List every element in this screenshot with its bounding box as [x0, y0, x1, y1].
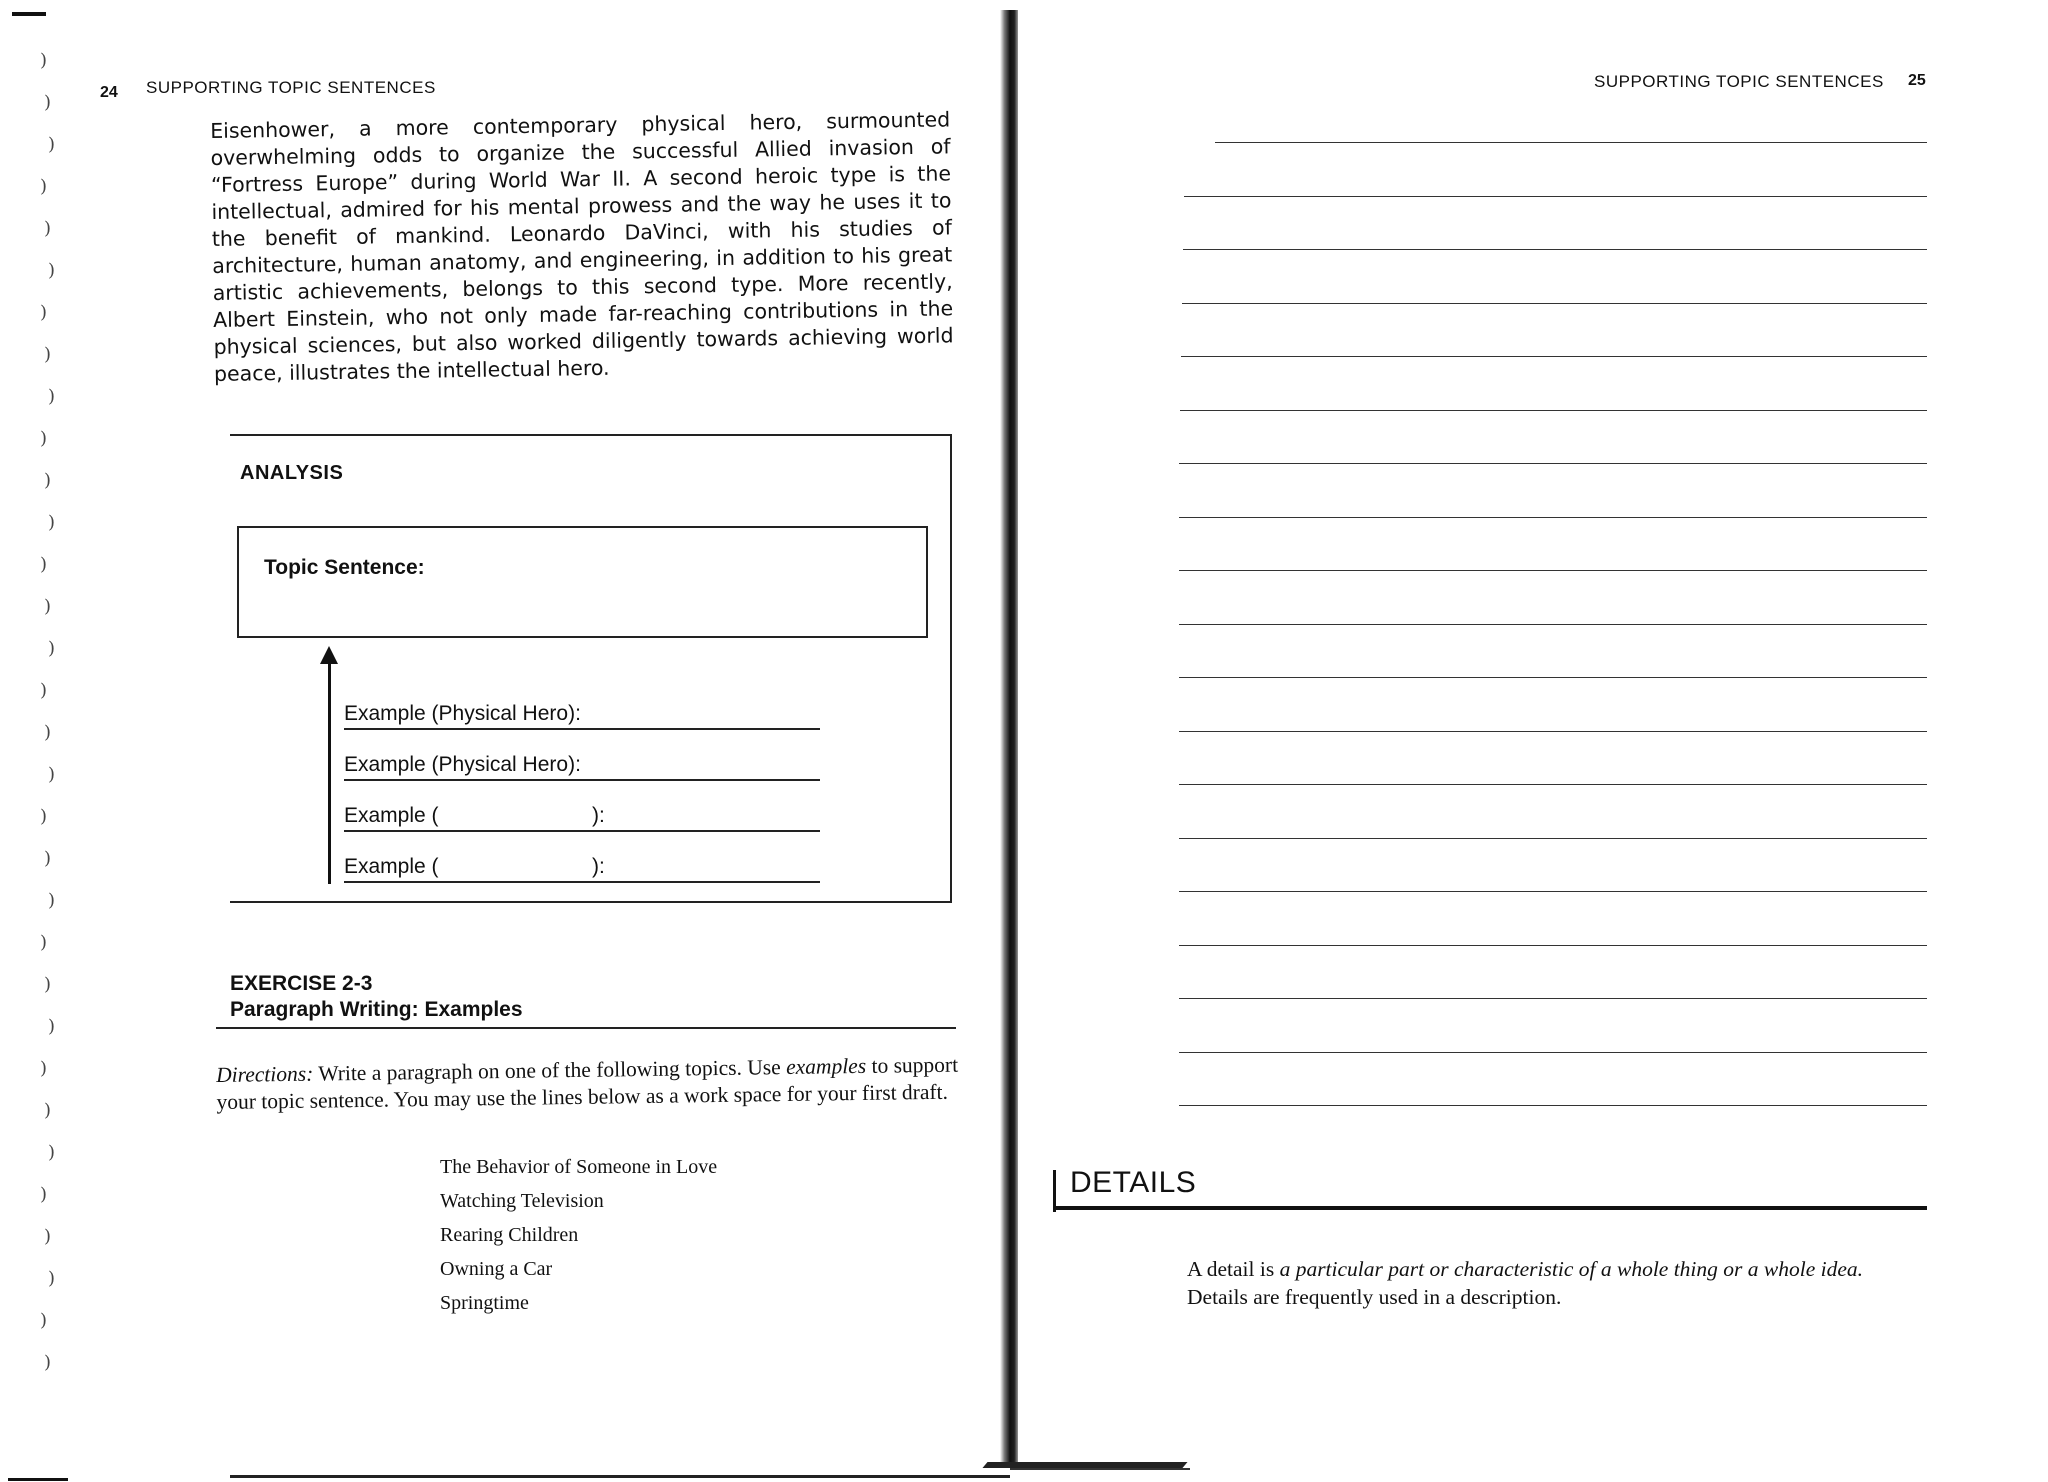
writing-line[interactable]: [1179, 838, 1927, 839]
margin-mark: ): [44, 92, 52, 113]
margin-mark: ): [48, 134, 56, 155]
details-text-intro: A detail is: [1187, 1257, 1280, 1281]
topic-item: Rearing Children: [440, 1224, 579, 1246]
details-text-rest: Details are frequently used in a description.: [1187, 1285, 1562, 1309]
margin-mark: ): [48, 1016, 56, 1037]
margin-mark: ): [48, 512, 56, 533]
scan-edge-mark: [12, 12, 46, 16]
directions-label: Directions:: [216, 1061, 314, 1087]
topic-sentence-label: Topic Sentence:: [264, 556, 425, 579]
margin-mark: ): [48, 764, 56, 785]
page-bottom-edge: [230, 1475, 1010, 1478]
topic-item: Owning a Car: [440, 1258, 553, 1280]
directions-text: to support your topic sentence. You may use the lines below as a work space for your first draft.: [216, 1052, 959, 1114]
margin-mark: ): [40, 680, 48, 701]
example-label: Example (Physical Hero):: [344, 753, 581, 776]
margin-mark: ): [40, 806, 48, 827]
analysis-title: ANALYSIS: [240, 462, 344, 484]
writing-line[interactable]: [1179, 998, 1927, 999]
topic-list: [440, 1150, 717, 1320]
running-head: SUPPORTING TOPIC SENTENCES: [1594, 72, 1884, 91]
analysis-box: [230, 434, 952, 903]
writing-line[interactable]: [1183, 249, 1927, 250]
margin-mark: ): [44, 974, 52, 995]
margin-mark: ): [40, 302, 48, 323]
writing-line[interactable]: [1184, 196, 1927, 197]
margin-mark: ): [40, 176, 48, 197]
arrow-line: [328, 652, 331, 884]
margin-mark: ): [40, 50, 48, 71]
body-paragraph: Eisenhower, a more contemporary physical hero, surmounted overwhelming odds to organize the successful Allied invasion of “Fortress Europe” during World War II. A second heroic type is the intellectual, admired for his mental prowess and the way he uses it to the benefit of mankind. Leonardo DaVinci, with his studies of architecture, human anatomy, and engineering, in addition to his great artistic achievements, belongs to this second type. More recently, Albert Einstein, who not only made far-reaching contributions in the physical sciences, but also worked diligently towards achieving world peace, illustrates the intellectual hero.: [210, 107, 954, 386]
topic-sentence-box: [237, 526, 928, 638]
writing-line[interactable]: [1179, 1052, 1927, 1053]
example-row[interactable]: [344, 802, 820, 832]
directions-text: Write a paragraph on one of the following topics. Use: [313, 1055, 787, 1086]
margin-mark: ): [44, 470, 52, 491]
margin-mark: ): [48, 890, 56, 911]
writing-line[interactable]: [1182, 303, 1927, 304]
margin-mark: ): [48, 638, 56, 659]
page-bottom-edge: [1010, 1468, 1190, 1470]
margin-mark: ): [44, 218, 52, 239]
example-paren: ):: [592, 855, 605, 878]
page-number: 24: [100, 84, 118, 101]
example-row[interactable]: [344, 853, 820, 883]
example-label: Example (: [344, 804, 439, 827]
details-rule: [1053, 1206, 1927, 1210]
details-definition: [1187, 1255, 1927, 1311]
margin-mark: ): [48, 1142, 56, 1163]
writing-line[interactable]: [1179, 784, 1927, 785]
writing-line[interactable]: [1179, 463, 1927, 464]
margin-mark: ): [40, 1058, 48, 1079]
details-heading: DETAILS: [1070, 1166, 1197, 1199]
margin-mark: ): [48, 386, 56, 407]
page-number: 25: [1908, 72, 1926, 89]
writing-line[interactable]: [1179, 731, 1927, 732]
example-row[interactable]: [344, 751, 820, 781]
margin-mark: ): [44, 1100, 52, 1121]
writing-line[interactable]: [1179, 1105, 1927, 1106]
writing-line[interactable]: [1179, 624, 1927, 625]
margin-mark: ): [44, 848, 52, 869]
margin-mark: ): [48, 1268, 56, 1289]
exercise-title: Paragraph Writing: Examples: [230, 998, 523, 1021]
directions-emphasis: examples: [785, 1053, 867, 1080]
margin-mark: ): [44, 1352, 52, 1373]
margin-mark: ): [48, 260, 56, 281]
margin-mark: ): [40, 428, 48, 449]
running-head: SUPPORTING TOPIC SENTENCES: [146, 78, 436, 97]
margin-mark: ): [40, 554, 48, 575]
writing-line[interactable]: [1179, 517, 1927, 518]
margin-mark: ): [44, 1226, 52, 1247]
example-label: Example (: [344, 855, 439, 878]
margin-mark: ): [40, 1184, 48, 1205]
margin-mark: ): [44, 722, 52, 743]
writing-line[interactable]: [1179, 891, 1927, 892]
topic-item: Watching Television: [440, 1190, 604, 1212]
writing-line[interactable]: [1179, 570, 1927, 571]
writing-line[interactable]: [1181, 356, 1927, 357]
details-text-definition: a particular part or characteristic of a whole thing or a whole idea.: [1279, 1257, 1864, 1281]
exercise-rule: [216, 1027, 956, 1029]
exercise-directions: [216, 1052, 959, 1116]
book-gutter: [1000, 10, 1018, 1465]
margin-mark: ): [44, 596, 52, 617]
writing-line[interactable]: [1179, 677, 1927, 678]
example-row[interactable]: [344, 700, 820, 730]
writing-line[interactable]: [1179, 945, 1927, 946]
exercise-number: EXERCISE 2-3: [230, 972, 373, 995]
margin-mark: ): [40, 1310, 48, 1331]
margin-mark: ): [44, 344, 52, 365]
topic-item: The Behavior of Someone in Love: [440, 1156, 718, 1178]
writing-line[interactable]: [1215, 142, 1927, 143]
example-paren: ):: [592, 804, 605, 827]
writing-line[interactable]: [1180, 410, 1927, 411]
margin-mark: ): [40, 932, 48, 953]
example-label: Example (Physical Hero):: [344, 702, 581, 725]
scan-edge-mark: [8, 1478, 68, 1481]
topic-item: Springtime: [440, 1292, 529, 1314]
